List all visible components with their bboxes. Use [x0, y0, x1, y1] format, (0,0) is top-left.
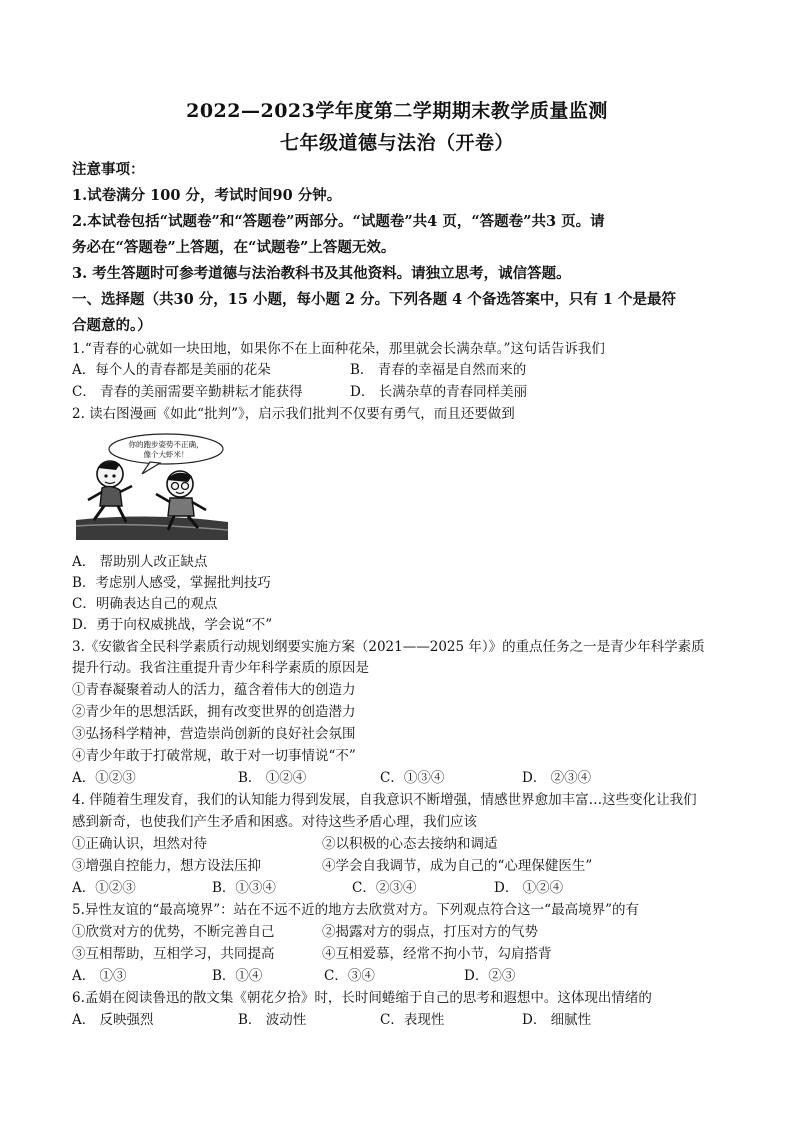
- speech-bubble-line-2: 像个大虾米！: [143, 450, 189, 459]
- cartoon-illustration: [76, 432, 228, 540]
- question-4-stem-a: 4. 伴随着生理发育，我们的认知能力得到发展，自我意识不断增强，情感世界愈加丰富…这些变化让我们: [72, 792, 697, 808]
- question-6-option-a: A． 反映强烈: [72, 1012, 154, 1028]
- question-4-statement-3: ③增强自控能力，想方设法压抑: [72, 858, 261, 874]
- notice-item-2b: 务必在“答题卷”上答题，在“试题卷”上答题无效。: [72, 239, 396, 256]
- question-6-option-d: D． 细腻性: [522, 1012, 592, 1028]
- question-3-statement-3: ③弘扬科学精神，营造崇尚创新的良好社会氛围: [72, 726, 356, 742]
- question-4-stem-b: 感到新奇，也使我们产生矛盾和困惑。对待这些矛盾心理，我们应该: [72, 814, 477, 830]
- notice-item-1: 1.试卷满分 100 分，考试时间90 分钟。: [72, 187, 342, 204]
- question-3-stem-b: 提升行动。我省注重提升青少年科学素质的原因是: [72, 660, 369, 676]
- question-5-option-c: C．③④: [324, 968, 375, 984]
- section-heading-b: 合题意的。）: [72, 317, 152, 334]
- question-2-stem: 2. 读右图漫画《如此“批判”》，启示我们批判不仅要有勇气，而且还要做到: [72, 406, 515, 422]
- section-heading-a: 一、选择题（共30 分，15 小题，每小题 2 分。下列各题 4 个备选答案中，只有 1 个是最符: [72, 291, 677, 308]
- question-4-statement-1: ①正确认识，坦然对待: [72, 836, 207, 852]
- question-4-statement-2: ②以积极的心态去接纳和调适: [322, 836, 498, 852]
- question-5-stem: 5.异性友谊的“最高境界”：站在不远不近的地方去欣赏对方。下列观点符合这一“最高境界”的有: [72, 902, 639, 918]
- question-6-option-b: B． 波动性: [238, 1012, 307, 1028]
- question-5-option-a: A． ①③: [72, 968, 127, 984]
- question-6-stem: 6.孟娟在阅读鲁迅的散文集《朝花夕拾》时，长时间蜷缩于自己的思考和遐想中。这体现出情绪的: [72, 990, 652, 1006]
- question-4-option-d: D． ①②④: [494, 880, 564, 896]
- question-1-option-c: C． 青春的美丽需要辛勤耕耘才能获得: [72, 384, 303, 400]
- question-5-statement-3: ③互相帮助，互相学习，共同提高: [72, 946, 275, 962]
- question-5-statement-4: ④互相爱慕，经常不拘小节，勾肩搭背: [322, 946, 552, 962]
- exam-title: 2022—2023学年度第二学期期末教学质量监测: [186, 100, 608, 122]
- question-1-option-b: B． 青春的幸福是自然而来的: [350, 362, 527, 378]
- question-2-option-d: D．勇于向权威挑战，学会说“不”: [72, 617, 273, 633]
- notice-item-3: 3. 考生答题时可参考道德与法治教科书及其他资料。请独立思考，诚信答题。: [72, 265, 571, 282]
- question-2-option-a: A． 帮助别人改正缺点: [72, 554, 208, 570]
- question-1-option-a: A．每个人的青春都是美丽的花朵: [72, 362, 271, 378]
- question-3-stem-a: 3.《安徽省全民科学素质行动规划纲要实施方案（2021——2025 年）》的重点任务之一是青少年科学素质: [72, 639, 705, 655]
- question-4-option-a: A．①②③: [72, 880, 136, 896]
- question-3-option-c: C．①③④: [380, 770, 445, 786]
- question-3-statement-4: ④青少年敢于打破常规，敢于对一切事情说“不”: [72, 748, 356, 764]
- question-4-option-c: C．②③④: [352, 880, 417, 896]
- speech-bubble-line-1: 你的跑步姿势不正确，: [128, 440, 204, 449]
- question-5-option-b: B．①④: [212, 968, 263, 984]
- notice-heading: 注意事项：: [72, 161, 145, 178]
- question-5-option-d: D．②③: [464, 968, 516, 984]
- question-6-option-c: C．表现性: [380, 1012, 445, 1028]
- question-5-statement-2: ②揭露对方的弱点，打压对方的气势: [322, 924, 538, 940]
- question-5-statement-1: ①欣赏对方的优势，不断完善自己: [72, 924, 275, 940]
- question-3-option-a: A．①②③: [72, 770, 136, 786]
- exam-subtitle: 七年级道德与法治（开卷）: [279, 132, 514, 154]
- question-2-option-c: C．明确表达自己的观点: [72, 596, 218, 612]
- notice-item-2a: 2.本试卷包括“试题卷”和“答题卷”两部分。“试题卷”共4 页，“答题卷”共3 页。请: [72, 213, 605, 230]
- question-3-option-d: D． ②③④: [522, 770, 592, 786]
- question-1-option-d: D． 长满杂草的青春同样美丽: [350, 384, 528, 400]
- question-2-option-b: B．考虑别人感受，掌握批判技巧: [72, 575, 271, 591]
- question-3-option-b: B． ①②④: [238, 770, 307, 786]
- question-3-statement-1: ①青春凝聚着动人的活力，蕴含着伟大的创造力: [72, 682, 356, 698]
- question-1-stem: 1.“青春的心就如一块田地，如果你不在上面种花朵，那里就会长满杂草。”这句话告诉我们: [72, 341, 605, 357]
- speech-bubble: [109, 434, 223, 464]
- question-4-option-b: B．①③④: [212, 880, 276, 896]
- question-4-statement-4: ④学会自我调节，成为自己的“心理保健医生”: [322, 858, 593, 874]
- question-3-statement-2: ②青少年的思想活跃，拥有改变世界的创造潜力: [72, 704, 356, 720]
